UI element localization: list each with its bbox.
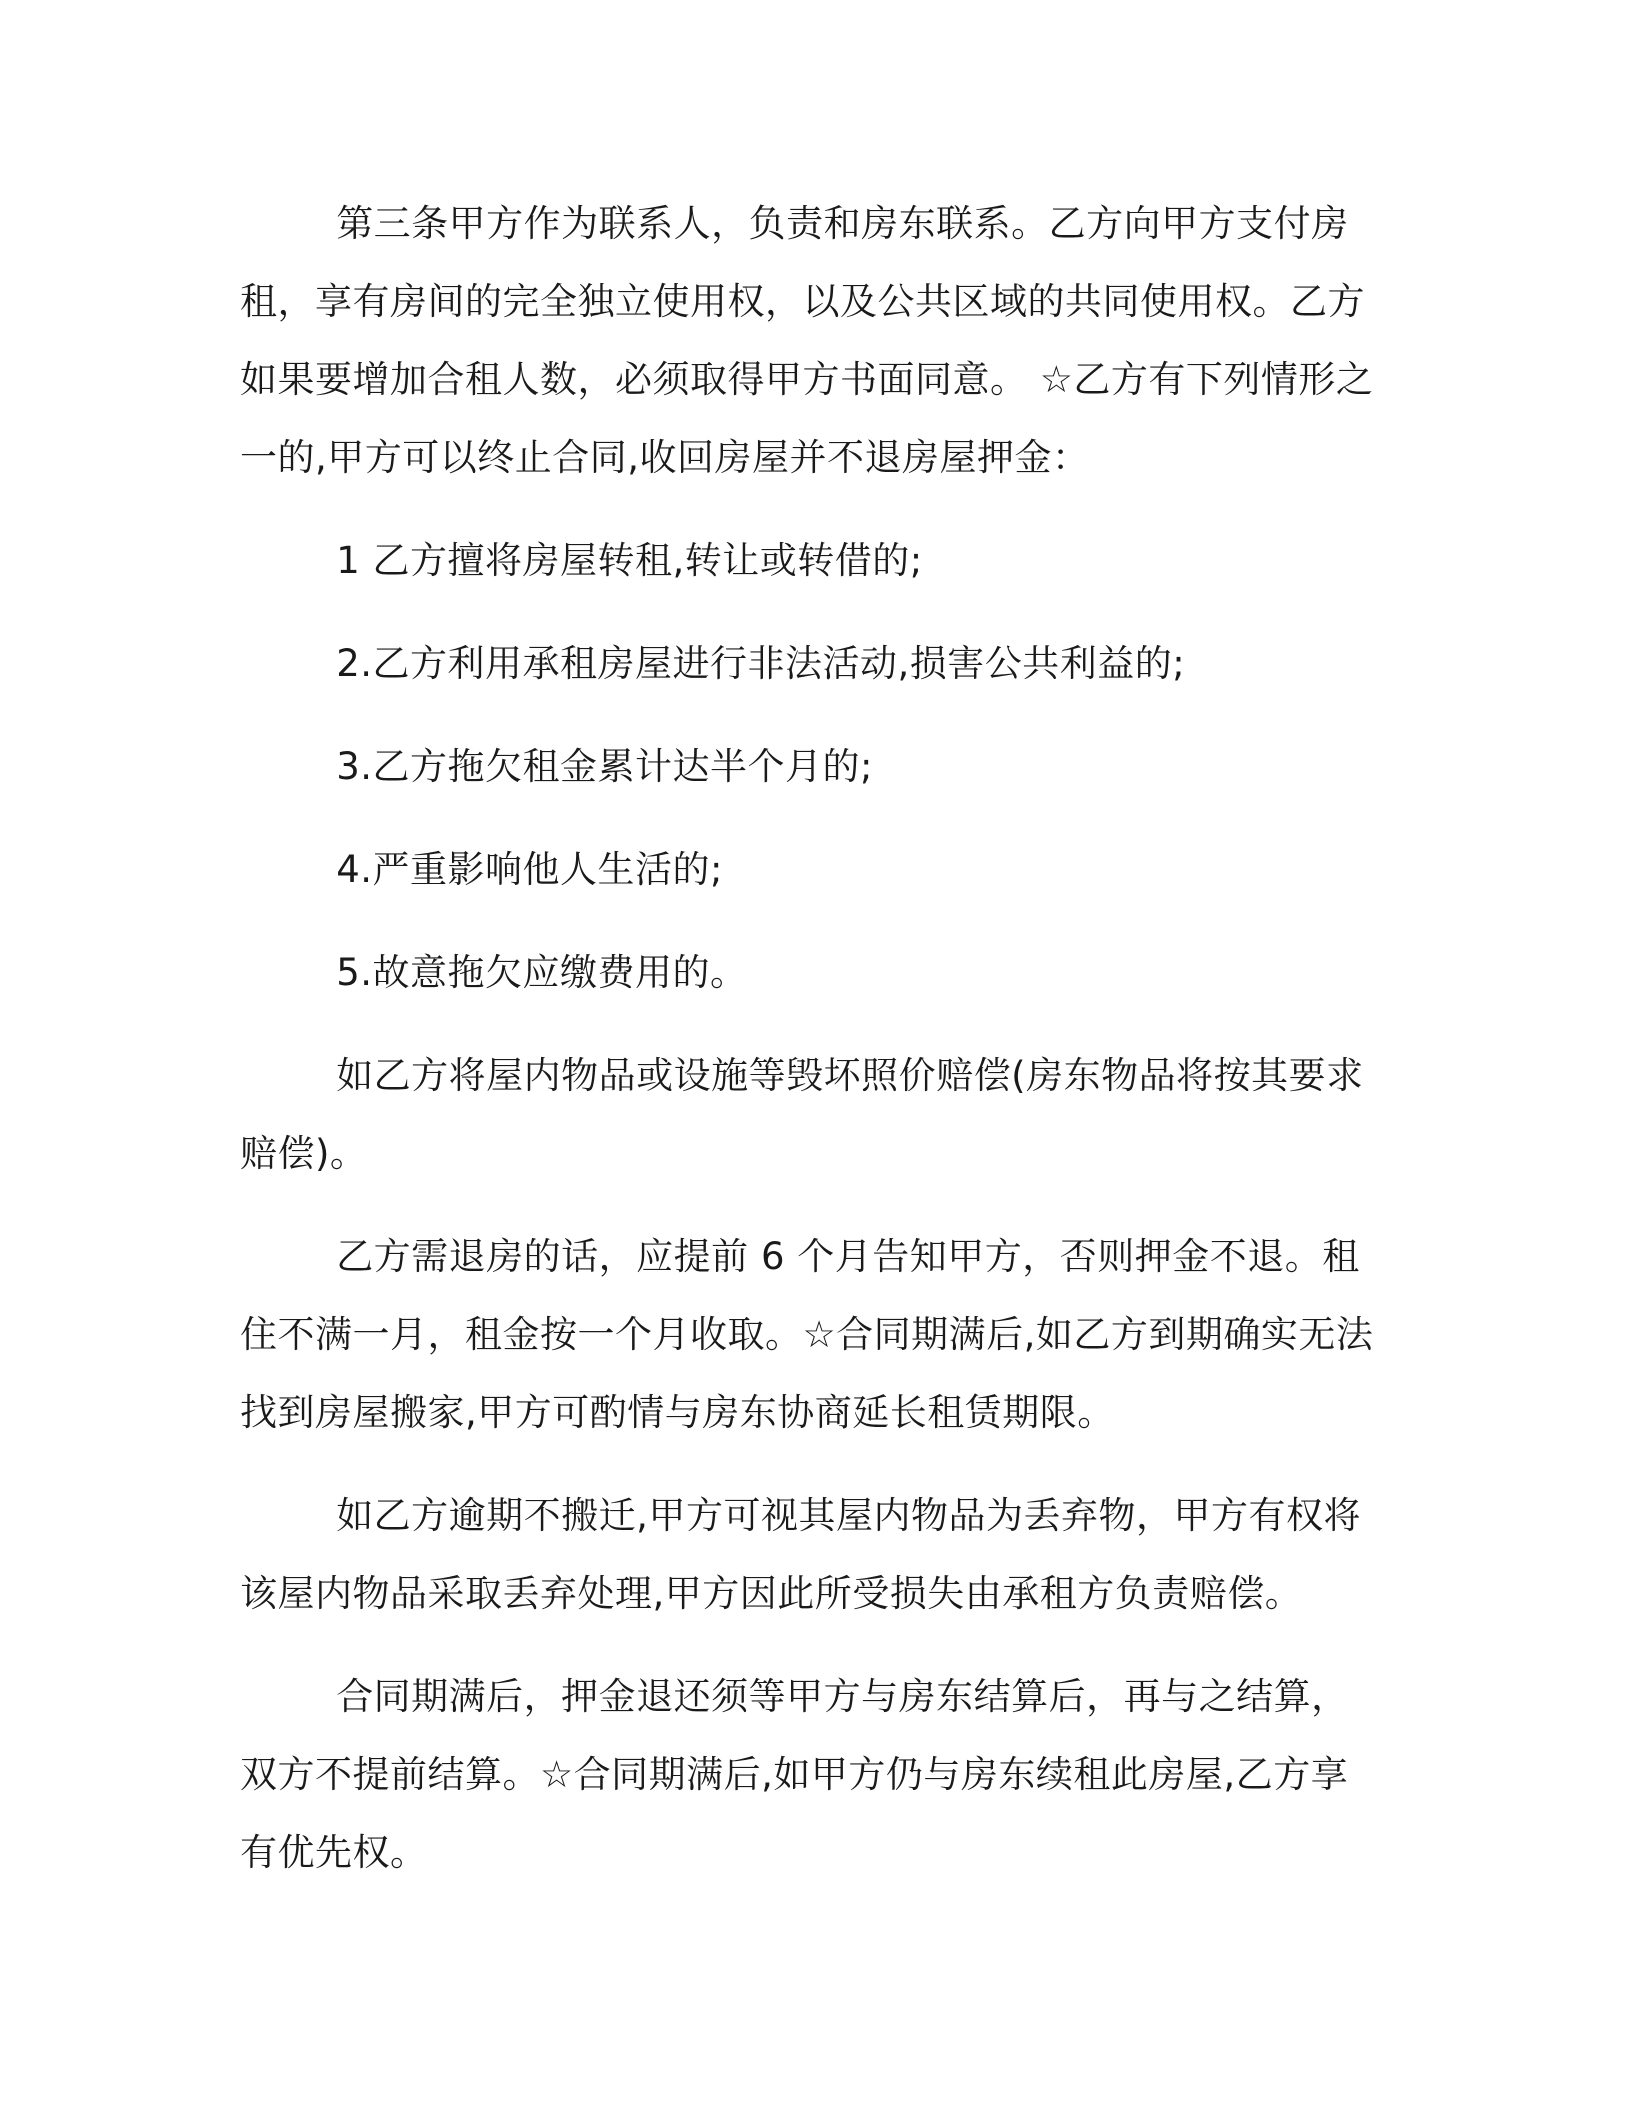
- paragraph-damage-compensation: 如乙方将屋内物品或设施等毁坏照价赔偿(房东物品将按其要求赔偿)。: [240, 1054, 1364, 1175]
- document-page: [240, 185, 1385, 1892]
- list-item-5: 5.故意拖欠应缴费用的。: [336, 951, 748, 994]
- list-item-4: 4.严重影响他人生活的;: [336, 848, 723, 891]
- list-item-3: 3.乙方拖欠租金累计达半个月的;: [336, 745, 873, 788]
- paragraph-deposit-refund: 合同期满后，押金退还须等甲方与房东结算后，再与之结算，双方不提前结算。☆合同期满后,如甲方仍与房东续租此房屋,乙方享有优先权。: [240, 1675, 1349, 1874]
- list-item-1: 1 乙方擅将房屋转租,转让或转借的;: [336, 539, 923, 582]
- paragraph-article-3: 第三条甲方作为联系人，负责和房东联系。乙方向甲方支付房租，享有房间的完全独立使用权，以及公共区域的共同使用权。乙方如果要增加合租人数，必须取得甲方书面同意。 ☆乙方有下列情形之一的,甲方可以终止合同,收回房屋并不退房屋押金：: [240, 202, 1374, 479]
- paragraph-overdue-relocation: 如乙方逾期不搬迁,甲方可视其屋内物品为丢弃物，甲方有权将该屋内物品采取丢弃处理,甲方因此所受损失由承租方负责赔偿。: [240, 1494, 1361, 1615]
- list-item-2: 2.乙方利用承租房屋进行非法活动,损害公共利益的;: [336, 642, 1186, 685]
- paragraph-move-out-notice: 乙方需退房的话，应提前 6 个月告知甲方，否则押金不退。租住不满一月，租金按一个月收取。☆合同期满后,如乙方到期确实无法找到房屋搬家,甲方可酌情与房东协商延长租赁期限。: [240, 1235, 1374, 1434]
